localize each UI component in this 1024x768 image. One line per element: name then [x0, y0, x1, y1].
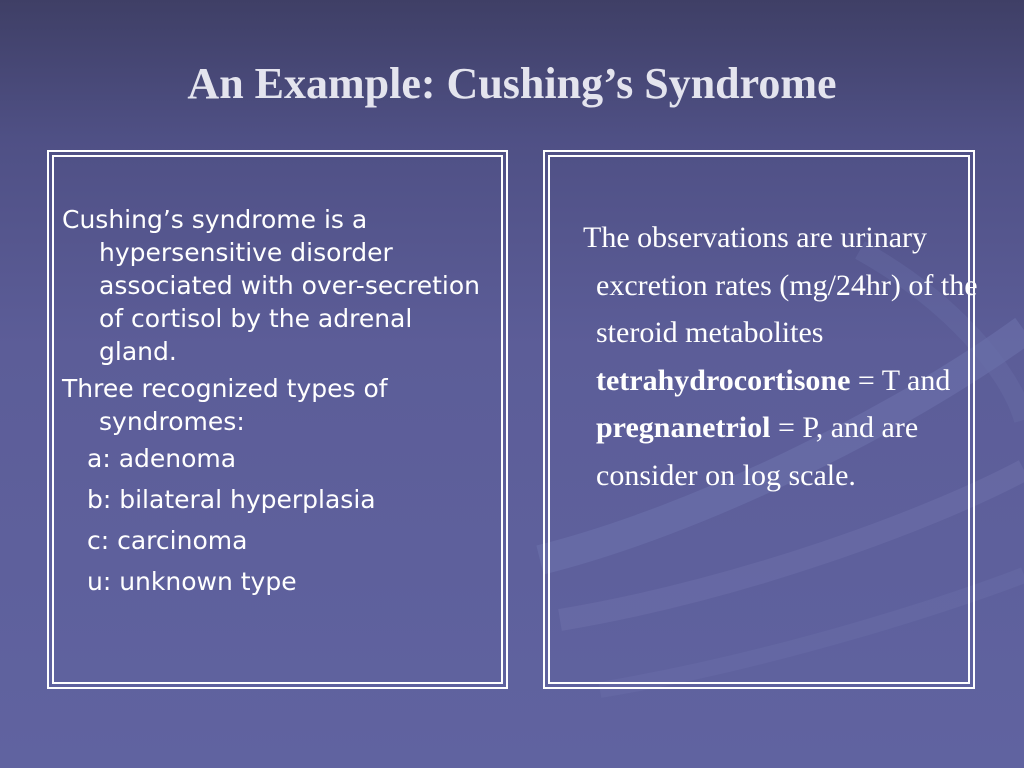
types-intro-paragraph: Three recognized types of syndromes:: [62, 374, 388, 436]
type-item-b: b: bilateral hyperplasia: [87, 485, 376, 514]
observations-paragraph: [583, 214, 981, 499]
term-tetrahydrocortisone: tetrahydrocortisone: [596, 363, 851, 397]
observations-text-mid: = T and: [850, 363, 951, 397]
type-item-a: a: adenoma: [87, 444, 237, 473]
definition-paragraph: Cushing’s syndrome is a hypersensitive disorder associated with over-secretion of cortisol by the adrenal gland.: [62, 205, 480, 366]
slide-title: An Example: Cushing’s Syndrome: [187, 59, 837, 108]
type-item-c: c: carcinoma: [87, 526, 248, 555]
type-item-u: u: unknown type: [87, 567, 297, 596]
term-pregnanetriol: pregnanetriol: [596, 411, 771, 444]
observations-text-start: The observations are urinary excretion rates (mg/24hr) of the steroid metabolites: [583, 221, 978, 349]
observations-text-end: = P, and are consider on log scale.: [596, 411, 919, 492]
left-box-text: [62, 203, 482, 602]
